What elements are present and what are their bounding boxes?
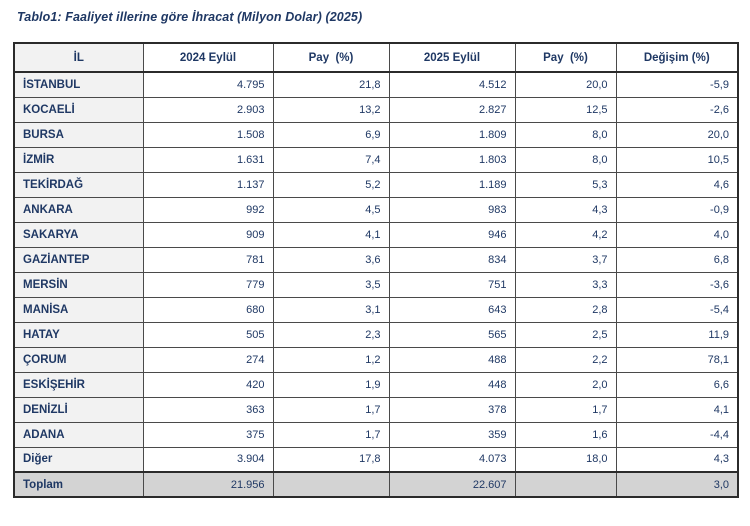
cell-2024-value: 375 [143,422,273,447]
cell-degisim: 6,6 [616,372,738,397]
table-row [14,197,738,222]
cell-province-name: KOCAELİ [14,97,143,122]
cell-2025-value: 1.189 [389,172,515,197]
cell-province-name: BURSA [14,122,143,147]
cell-2024-pay: 6,9 [273,122,389,147]
cell-province-name: ADANA [14,422,143,447]
cell-2024-pay: 13,2 [273,97,389,122]
cell-province-name: GAZİANTEP [14,247,143,272]
table-total-row [14,472,738,497]
cell-2025-value: 488 [389,347,515,372]
cell-degisim: 4,6 [616,172,738,197]
cell-2025-value: 378 [389,397,515,422]
cell-province-name: MERSİN [14,272,143,297]
cell-province-name: Diğer [14,447,143,472]
cell-2025-value: 4.512 [389,72,515,97]
cell-degisim: -5,4 [616,297,738,322]
cell-degisim: 10,5 [616,147,738,172]
cell-2024-pay: 21,8 [273,72,389,97]
cell-2025-value: 565 [389,322,515,347]
cell-2024-pay: 3,6 [273,247,389,272]
table-row [14,222,738,247]
header-2024-eylul: 2024 Eylül [143,43,273,72]
cell-2025-value: 22.607 [389,472,515,497]
cell-2024-pay: 3,1 [273,297,389,322]
cell-province-name: SAKARYA [14,222,143,247]
table-row [14,322,738,347]
cell-2024-value: 505 [143,322,273,347]
table-row [14,147,738,172]
cell-2024-pay: 4,1 [273,222,389,247]
cell-2024-value: 1.508 [143,122,273,147]
table-row [14,272,738,297]
cell-2024-pay [273,472,389,497]
table-row [14,297,738,322]
cell-degisim: -3,6 [616,272,738,297]
cell-2025-pay: 20,0 [515,72,616,97]
table-body [14,72,738,472]
cell-2025-value: 4.073 [389,447,515,472]
cell-2025-pay: 2,5 [515,322,616,347]
cell-2025-pay: 18,0 [515,447,616,472]
cell-2025-value: 751 [389,272,515,297]
cell-2024-value: 909 [143,222,273,247]
cell-province-name: ÇORUM [14,347,143,372]
cell-2025-pay: 4,2 [515,222,616,247]
cell-2025-value: 983 [389,197,515,222]
cell-2025-pay: 1,6 [515,422,616,447]
cell-degisim: 4,3 [616,447,738,472]
cell-2024-pay: 5,2 [273,172,389,197]
table-row [14,122,738,147]
table-row [14,422,738,447]
cell-province-name: ANKARA [14,197,143,222]
table-row [14,347,738,372]
cell-province-name: DENİZLİ [14,397,143,422]
table-row-toplam [14,472,738,497]
cell-province-name: TEKİRDAĞ [14,172,143,197]
cell-degisim: -0,9 [616,197,738,222]
cell-2025-pay [515,472,616,497]
cell-2024-value: 363 [143,397,273,422]
cell-degisim: 4,0 [616,222,738,247]
cell-2025-pay: 2,8 [515,297,616,322]
cell-province-name: MANİSA [14,297,143,322]
cell-2024-value: 779 [143,272,273,297]
cell-2024-pay: 1,9 [273,372,389,397]
cell-2025-pay: 5,3 [515,172,616,197]
cell-2025-pay: 8,0 [515,122,616,147]
cell-province-name: ESKİŞEHİR [14,372,143,397]
cell-degisim: -4,4 [616,422,738,447]
table-row [14,172,738,197]
table-header-row [14,43,738,72]
cell-2024-pay: 3,5 [273,272,389,297]
cell-2024-value: 1.631 [143,147,273,172]
cell-degisim: 20,0 [616,122,738,147]
cell-province-name: Toplam [14,472,143,497]
table-row [14,72,738,97]
cell-2024-value: 680 [143,297,273,322]
cell-2025-pay: 2,0 [515,372,616,397]
cell-2024-value: 2.903 [143,97,273,122]
cell-2025-pay: 2,2 [515,347,616,372]
cell-2025-value: 1.803 [389,147,515,172]
cell-2024-pay: 1,7 [273,397,389,422]
cell-2024-value: 3.904 [143,447,273,472]
cell-2024-pay: 2,3 [273,322,389,347]
header-pay-2025: Pay (%) [515,43,616,72]
cell-degisim: 78,1 [616,347,738,372]
header-degisim: Değişim (%) [616,43,738,72]
header-pay-2024: Pay (%) [273,43,389,72]
table-row [14,447,738,472]
cell-2025-value: 2.827 [389,97,515,122]
cell-2024-pay: 7,4 [273,147,389,172]
table-row [14,247,738,272]
cell-2025-pay: 1,7 [515,397,616,422]
cell-degisim: 6,8 [616,247,738,272]
header-2025-eylul: 2025 Eylül [389,43,515,72]
table-row [14,397,738,422]
cell-degisim: 3,0 [616,472,738,497]
cell-2025-value: 1.809 [389,122,515,147]
cell-2025-value: 834 [389,247,515,272]
cell-2025-value: 359 [389,422,515,447]
export-by-province-table [13,42,739,498]
cell-province-name: HATAY [14,322,143,347]
cell-2024-value: 1.137 [143,172,273,197]
cell-degisim: -2,6 [616,97,738,122]
cell-2024-pay: 1,2 [273,347,389,372]
cell-2025-pay: 12,5 [515,97,616,122]
cell-2024-value: 420 [143,372,273,397]
cell-2024-value: 992 [143,197,273,222]
header-il: İL [14,43,143,72]
cell-2024-value: 274 [143,347,273,372]
cell-degisim: 11,9 [616,322,738,347]
cell-degisim: 4,1 [616,397,738,422]
cell-2025-pay: 4,3 [515,197,616,222]
cell-2024-value: 781 [143,247,273,272]
cell-2025-pay: 8,0 [515,147,616,172]
cell-2024-pay: 17,8 [273,447,389,472]
cell-2025-value: 643 [389,297,515,322]
cell-2025-value: 448 [389,372,515,397]
cell-2025-pay: 3,3 [515,272,616,297]
cell-2025-pay: 3,7 [515,247,616,272]
cell-province-name: İSTANBUL [14,72,143,97]
cell-2025-value: 946 [389,222,515,247]
cell-province-name: İZMİR [14,147,143,172]
table-title: Tablo1: Faaliyet illerine göre İhracat (Milyon Dolar) (2025) [17,10,363,24]
table-row [14,372,738,397]
cell-degisim: -5,9 [616,72,738,97]
cell-2024-pay: 4,5 [273,197,389,222]
cell-2024-value: 21.956 [143,472,273,497]
cell-2024-value: 4.795 [143,72,273,97]
cell-2024-pay: 1,7 [273,422,389,447]
table-row [14,97,738,122]
